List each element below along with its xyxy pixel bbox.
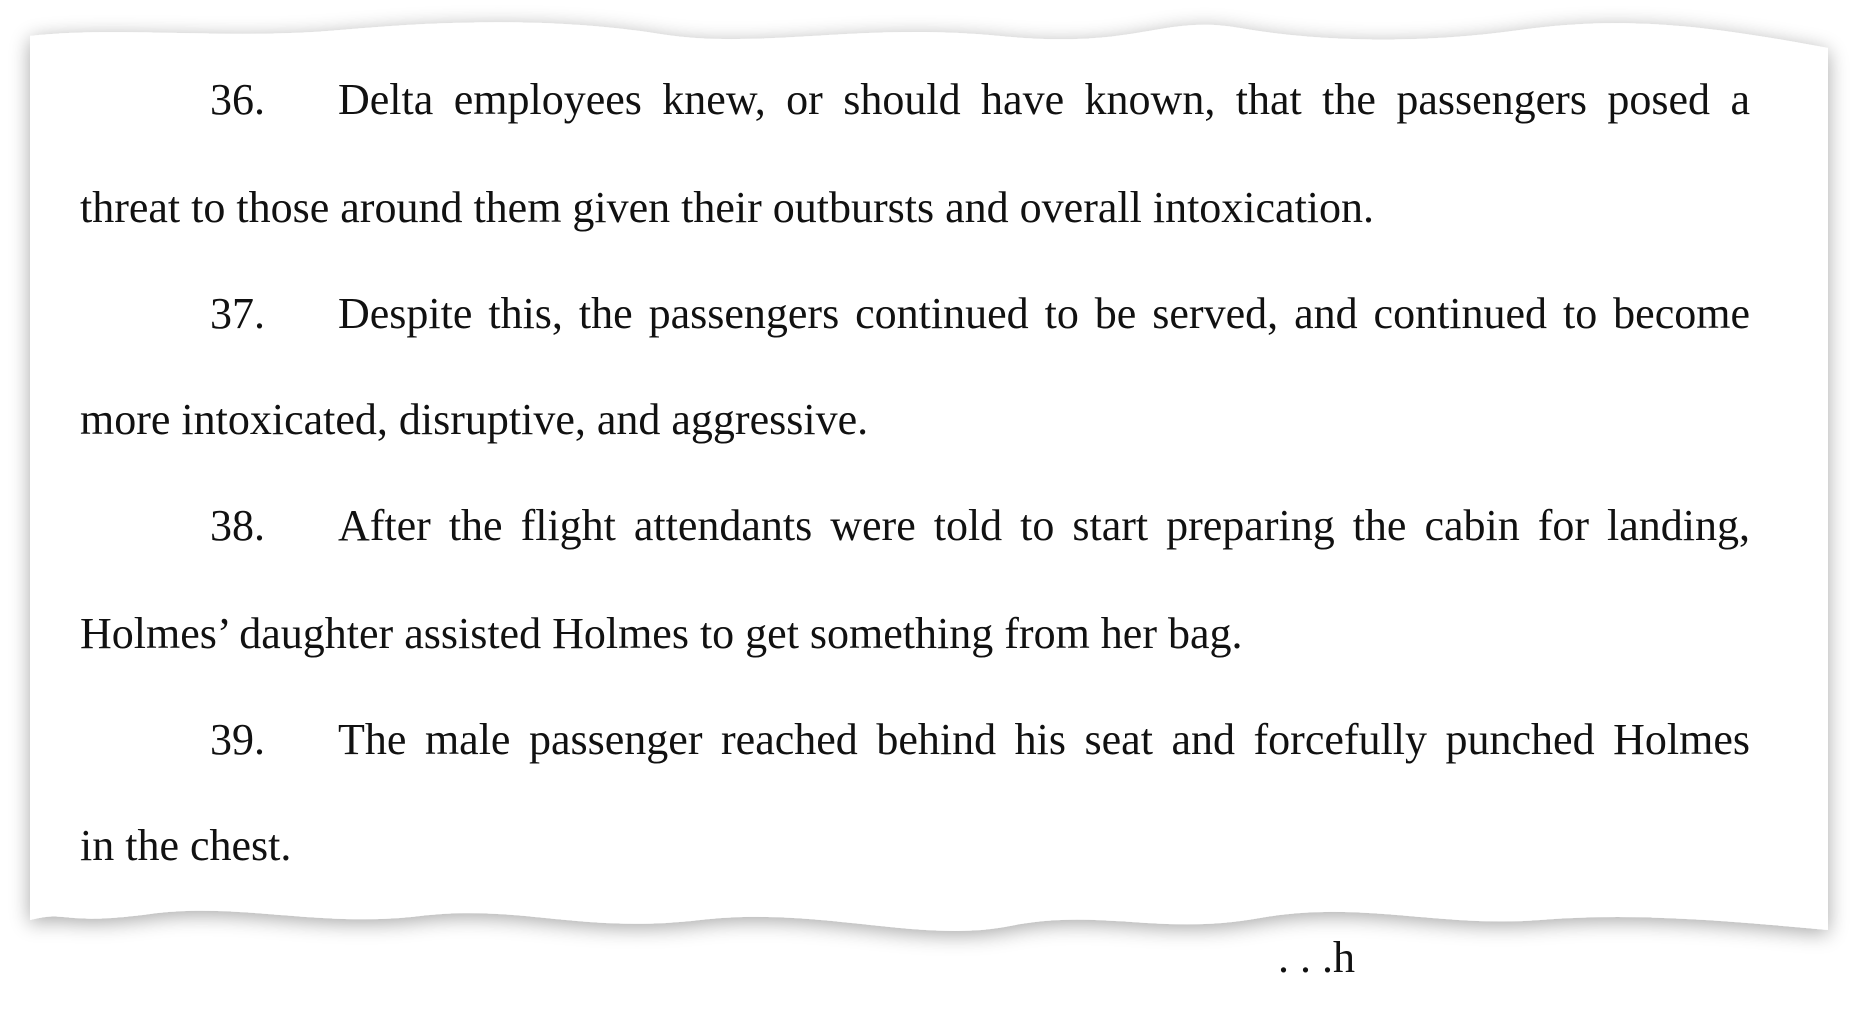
paragraph-38-continuation bbox=[80, 604, 1750, 664]
cut-off-text-fragment: . . .h bbox=[1278, 933, 1355, 982]
paragraph-number: 37. bbox=[210, 289, 265, 338]
paragraph-39-continuation bbox=[80, 816, 1750, 876]
paragraph-37-continuation bbox=[80, 390, 1750, 450]
paragraph-text: more intoxicated, disruptive, and aggressive. bbox=[80, 395, 869, 444]
paragraph-text: After the flight attendants were told to start preparing the cabin for landing, bbox=[338, 501, 1750, 550]
paragraph-text: in the chest. bbox=[80, 821, 292, 870]
paragraph-text: Despite this, the passengers continued to be served, and continued to become bbox=[338, 289, 1750, 338]
paragraph-39-first-line bbox=[80, 710, 1750, 770]
paragraph-37-first-line bbox=[80, 284, 1750, 344]
paragraph-number: 39. bbox=[210, 715, 265, 764]
paragraph-text: threat to those around them given their outbursts and overall intoxication. bbox=[80, 183, 1375, 232]
paragraph-38-first-line bbox=[80, 496, 1750, 556]
paragraph-text: Holmes’ daughter assisted Holmes to get something from her bag. bbox=[80, 609, 1243, 658]
paragraph-36-continuation bbox=[80, 178, 1750, 238]
paragraph-number: 38. bbox=[210, 501, 265, 550]
paragraph-36-first-line bbox=[80, 70, 1750, 130]
paragraph-text: The male passenger reached behind his seat and forcefully punched Holmes bbox=[338, 715, 1750, 764]
paragraph-text: Delta employees knew, or should have known, that the passengers posed a bbox=[338, 75, 1750, 124]
paragraph-number: 36. bbox=[210, 75, 265, 124]
